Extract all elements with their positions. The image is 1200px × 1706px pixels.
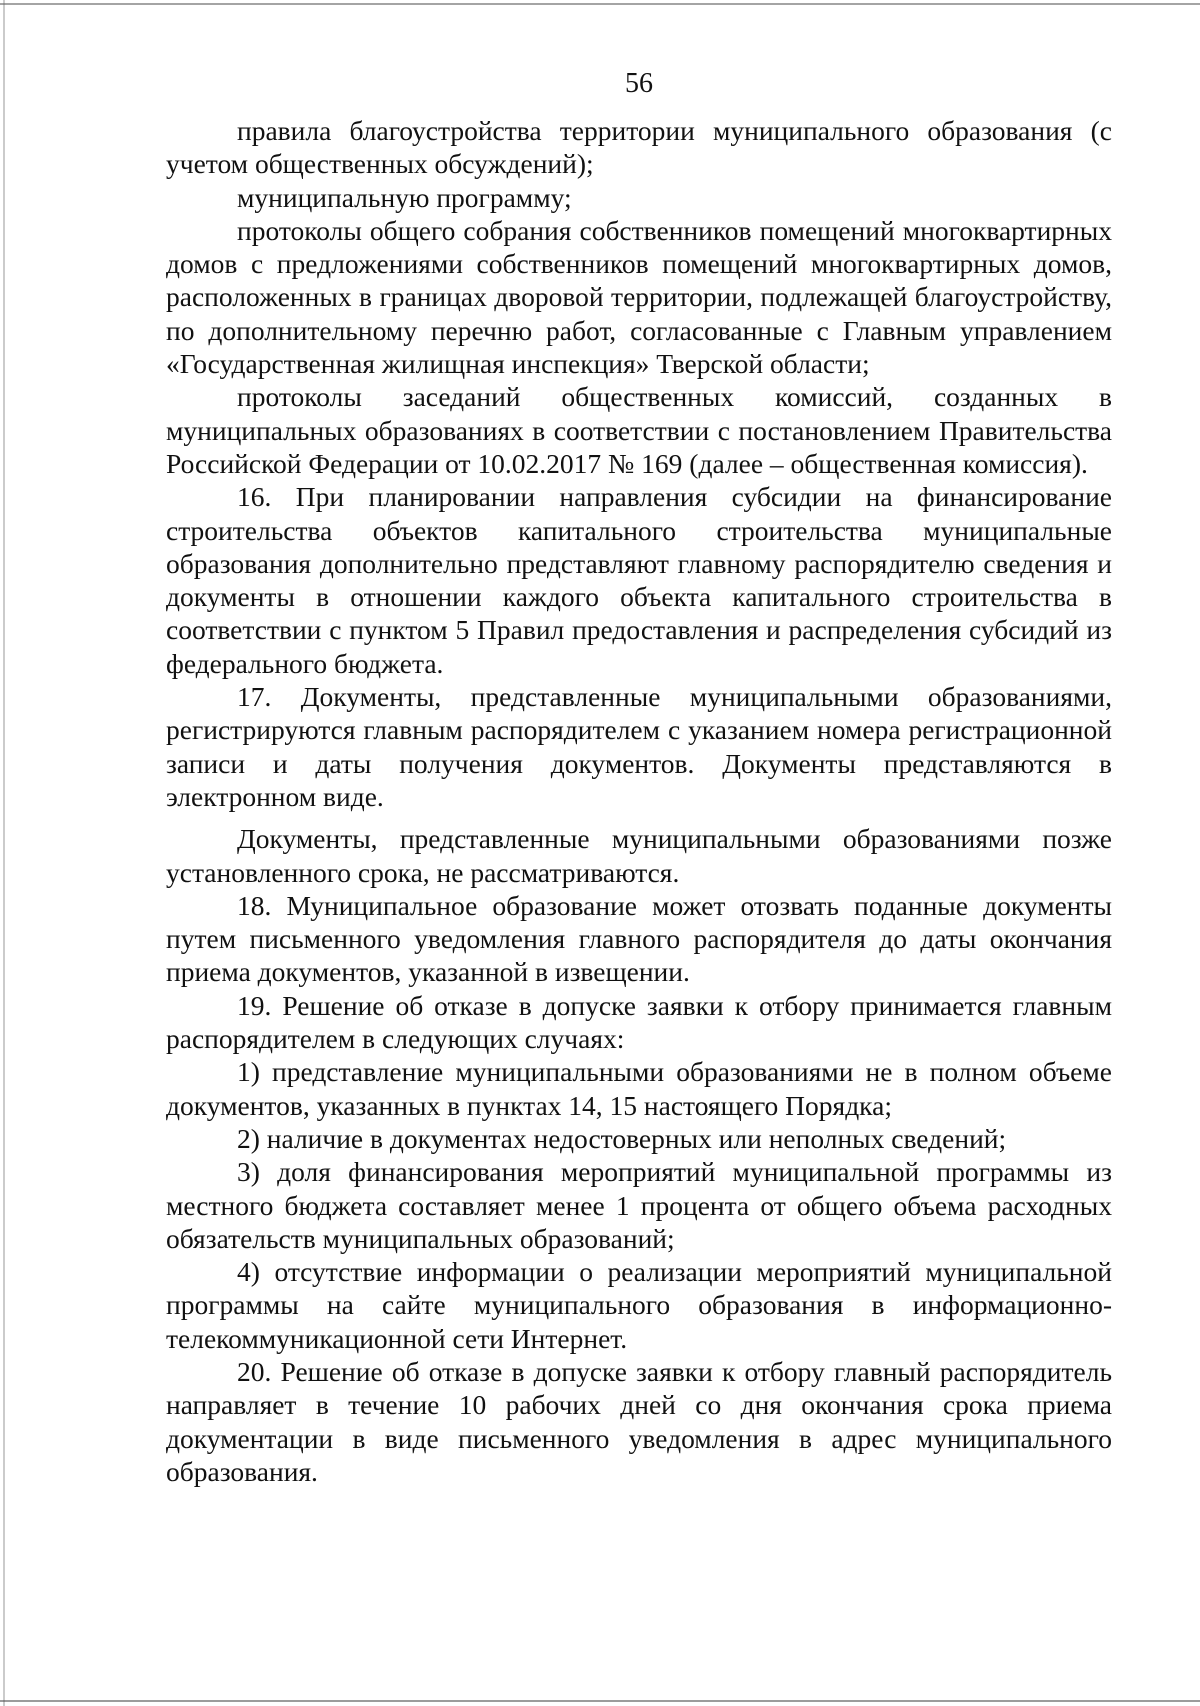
paragraph-landscaping-rules: правила благоустройства территории муниципального образования (с учетом общественных обсуждений); [166,115,1112,180]
paragraph-owners-meeting-protocols: протоколы общего собрания собственников помещений многоквартирных домов с предложениями собственников помещений многоквартирных домов, расположенных в границах дворовой территории, подлежащей благоустройству, по дополнительному перечню работ, согласованные с Главным управлением «Государственная жилищная инспекция» Тверской области; [166,214,1112,380]
paragraph-item-18: 18. Муниципальное образование может отозвать поданные документы путем письменного уведомления главного распорядителя до даты окончания приема документов, указанной в извещении. [166,889,1112,988]
paragraph-municipal-program: муниципальную программу; [237,181,572,213]
paragraph-item-19-4: 4) отсутствие информации о реализации мероприятий муниципальной программы на сайте муниципального образования в информационно-телекоммуникационной сети Интернет. [166,1256,1112,1354]
paragraph-item-16: 16. При планировании направления субсидии на финансирование строительства объектов капитального строительства муниципальные образования дополнительно представляют главному распорядителю сведения и документы в отношении каждого объекта капитального строительства в соответствии с пунктом 5 Правил предоставления и распределения субсидий из федерального бюджета. [166,481,1112,679]
paragraph-late-documents: Документы, представленные муниципальными образованиями позже установленного срока, не рассматриваются. [166,823,1112,888]
document-body [166,114,1112,1488]
paragraph-item-19-3: 3) доля финансирования мероприятий муниципальной программы из местного бюджета составляет менее 1 процента от общего объема расходных обязательств муниципальных образований; [166,1156,1112,1254]
paragraph-item-19-2: 2) наличие в документах недостоверных или неполных сведений; [237,1122,1007,1154]
page-number: 56 [625,68,653,99]
paragraph-item-17: 17. Документы, представленные муниципальными образованиями, регистрируются главным распорядителем с указанием номера регистрационной записи и даты получения документов. Документы представляются в электронном виде. [166,681,1112,812]
paragraph-item-19: 19. Решение об отказе в допуске заявки к отбору принимается главным распорядителем в следующих случаях: [166,989,1112,1055]
paragraph-item-20: 20. Решение об отказе в допуске заявки к отбору главный распорядитель направляет в течение 10 рабочих дней со дня окончания срока приема документации в виде письменного уведомления в адрес муниципального образования. [166,1355,1112,1487]
scan-edge-bottom [0,1700,1200,1702]
scan-edge-left [3,0,5,1706]
scan-edge-top [0,3,1200,5]
paragraph-commission-protocols: протоколы заседаний общественных комиссий, созданных в муниципальных образованиях в соответствии с постановлением Правительства Российской Федерации от 10.02.2017 № 169 (далее – общественная комиссия). [166,381,1112,479]
paragraph-item-19-1: 1) представление муниципальными образованиями не в полном объеме документов, указанных в пунктах 14, 15 настоящего Порядка; [166,1056,1112,1121]
